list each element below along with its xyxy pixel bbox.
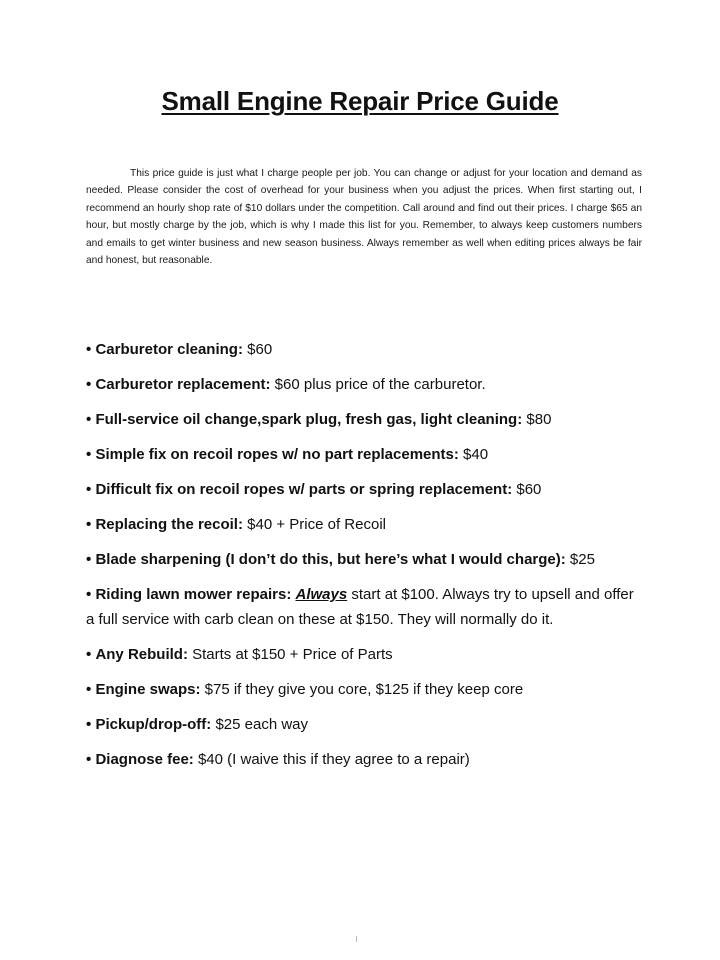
item-label: Engine swaps: <box>95 681 201 698</box>
bullet-icon: • <box>86 341 92 358</box>
bullet-icon: • <box>86 681 92 698</box>
item-label: Carburetor replacement: <box>95 376 271 393</box>
list-item <box>86 337 646 362</box>
list-item <box>86 407 646 432</box>
list-item <box>86 547 646 572</box>
item-price: $40 <box>463 446 489 463</box>
price-list <box>86 337 646 782</box>
item-label: Blade sharpening (I don’t do this, but here’s what I would charge): <box>95 551 566 568</box>
bullet-icon: • <box>86 376 92 393</box>
list-item <box>86 582 646 632</box>
scan-mark <box>356 936 357 942</box>
item-price: $40 (I waive this if they agree to a repair) <box>197 751 470 768</box>
item-label: Replacing the recoil: <box>95 516 243 533</box>
list-item <box>86 642 646 667</box>
item-price: $25 each way <box>215 716 309 733</box>
item-price: $80 <box>526 411 552 428</box>
bullet-icon: • <box>86 446 92 463</box>
intro-paragraph: This price guide is just what I charge people per job. You can change or adjust for your location and demand as needed. Please consider the cost of overhead for your business when you adjust the prices. When first starting out, I recommend an hourly shop rate of $10 dollars under the competition. Call around and find out their prices. I charge $65 an hour, but mostly charge by the job, which is why I made this list for you. Remember, to always keep customers numbers and emails to get winter business and new season business. Always remember as well when editing prices always be fair and honest, but reasonable. <box>86 168 642 267</box>
bullet-icon: • <box>86 751 92 768</box>
item-emphasis: Always <box>295 586 348 603</box>
bullet-icon: • <box>86 646 92 663</box>
list-item <box>86 747 646 772</box>
item-price: $60 <box>516 481 542 498</box>
item-price: $60 <box>247 341 273 358</box>
item-price: $60 plus price of the carburetor. <box>274 376 486 393</box>
item-label: Pickup/drop-off: <box>95 716 212 733</box>
list-item <box>86 442 646 467</box>
item-label: Diagnose fee: <box>95 751 194 768</box>
item-label: Full-service oil change,spark plug, fresh gas, light cleaning: <box>95 411 523 428</box>
item-price: start at $100. Always try to upsell and offer a full service with carb clean on these at $150. They will normally do it. <box>86 586 634 628</box>
item-price: Starts at $150 + Price of Parts <box>192 646 393 663</box>
item-price: $75 if they give you core, $125 if they keep core <box>204 681 524 698</box>
item-label: Difficult fix on recoil ropes w/ parts or spring replacement: <box>95 481 513 498</box>
list-item <box>86 677 646 702</box>
list-item <box>86 712 646 737</box>
item-label: Any Rebuild: <box>95 646 188 663</box>
item-price: $25 <box>569 551 595 568</box>
bullet-icon: • <box>86 586 92 603</box>
item-price: $40 + Price of Recoil <box>247 516 386 533</box>
bullet-icon: • <box>86 481 92 498</box>
list-item <box>86 512 646 537</box>
list-item <box>86 372 646 397</box>
bullet-icon: • <box>86 551 92 568</box>
list-item <box>86 477 646 502</box>
bullet-icon: • <box>86 411 92 428</box>
item-label: Simple fix on recoil ropes w/ no part replacements: <box>95 446 459 463</box>
document-title: Small Engine Repair Price Guide <box>161 86 559 116</box>
item-label: Carburetor cleaning: <box>95 341 243 358</box>
bullet-icon: • <box>86 716 92 733</box>
bullet-icon: • <box>86 516 92 533</box>
item-label: Riding lawn mower repairs: <box>95 586 292 603</box>
